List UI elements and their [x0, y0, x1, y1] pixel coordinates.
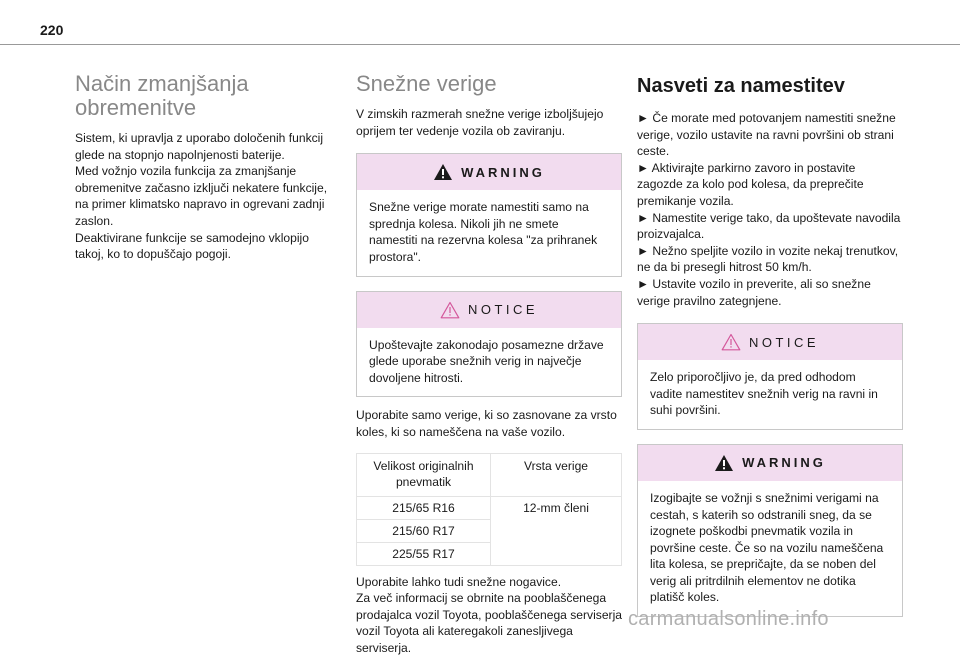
site-watermark: carmanualsonline.info [628, 608, 829, 630]
chains-usage-text: Uporabite samo verige, ki so zasnovane za vrsto koles, ki so nameščena na vaše vozilo. [356, 408, 617, 439]
table-header-row [357, 453, 622, 496]
warning-header [357, 154, 621, 190]
table-header-tyre-size: Velikost originalnih pnevmatik [357, 453, 491, 496]
snow-chains-intro: V zimskih razmerah snežne verige izboljšujejo oprijem ter vedenje vozila ob zaviranju. [356, 107, 604, 138]
column-load-reduction [75, 72, 337, 263]
notice-title: NOTICE [467, 302, 539, 318]
section-title-snow-chains: Snežne verige [356, 71, 497, 96]
table-cell-chain-type: 12-mm členi [491, 496, 622, 565]
section-title-load-reduction: Način zmanjšanja obremenitve [75, 71, 249, 120]
notice-triangle-icon [721, 333, 741, 351]
fitting-steps: ► Če morate med potovanjem namestiti snežne verige, vozilo ustavite na ravni površini ob strani ceste. ► Aktivirajte parkirno zavoro in postavite zagozde za kolo pod kolesa, da preprečite premikanje vozila. ► Namestite verige tako, da upoštevate navodila proizvajalca. ► Nežno speljite vozilo in vozite nekaj trenutkov, ne da bi presegli hitrost 50 km/h. ► Ustavite vozilo in preverite, ali so snežne verige pravilno zategnjene. [637, 111, 901, 308]
warning-text: Snežne verige morate namestiti samo na sprednja kolesa. Nikoli jih ne smete namestiti na rezervna kolesa "za prihranek prostora". [369, 200, 598, 264]
notice-text: Upoštevajte zakonodajo posamezne države glede uporabe snežnih verig in največje dovoljene hitrosti. [369, 337, 604, 385]
table-cell-tyre-size: 215/60 R17 [357, 519, 491, 542]
notice-header [638, 324, 902, 360]
warning-text: Izogibajte se vožnji s snežnimi verigami na cestah, s katerih so odstranili sneg, da se izognete poškodbi pnevmatik vozila in površine ceste. Če so na vozilu nameščena lita kolesa, se prepričajte, da se noben del verig ali pritrdilnih elementov ne dotika platišč koles. [650, 490, 884, 605]
tyre-chain-table [356, 453, 622, 566]
warning-header [638, 445, 902, 481]
section-title-fitting-advice: Nasveti za namestitev [637, 75, 845, 97]
table-cell-tyre-size: 215/65 R16 [357, 496, 491, 519]
warning-title: WARNING [461, 164, 545, 180]
table-header-chain-type: Vrsta verige [491, 453, 622, 496]
column-snow-chains [356, 72, 622, 657]
warning-triangle-icon [433, 163, 453, 181]
warning-box-front-wheels [356, 153, 622, 276]
notice-header [357, 292, 621, 328]
notice-text: Zelo priporočljivo je, da pred odhodom vadite namestitev snežnih verig na ravni in suhi površini. [650, 370, 878, 418]
warning-box-cleared-roads [637, 444, 903, 617]
header-divider [0, 44, 960, 45]
notice-title: NOTICE [748, 334, 820, 350]
table-cell-tyre-size: 225/55 R17 [357, 542, 491, 565]
table-row [357, 496, 622, 519]
load-reduction-text: Sistem, ki upravlja z uporabo določenih funkcij glede na stopnjo napolnjenosti baterije. Med vožnjo vozila funkcija za zmanjšanje obremenitve začasno izključi nekatere funkcije, na primer klimatsko napravo in ogrevani zadnji zaslon. Deaktivirane funkcije se samodejno vklopijo takoj, ko to dopuščajo pogoji. [75, 131, 328, 262]
page-number: 220 [40, 22, 64, 38]
notice-box-practice [637, 323, 903, 430]
warning-triangle-icon [714, 454, 734, 472]
notice-box-legislation [356, 291, 622, 398]
notice-triangle-icon [440, 301, 460, 319]
snow-socks-text: Uporabite lahko tudi snežne nogavice. Za več informacij se obrnite na pooblaščenega prodajalca vozil Toyota, pooblaščenega serviserja vozil Toyota ali kateregakoli zanesljivega serviserja. [356, 574, 622, 655]
column-fitting-advice [637, 72, 903, 617]
warning-title: WARNING [742, 455, 826, 471]
